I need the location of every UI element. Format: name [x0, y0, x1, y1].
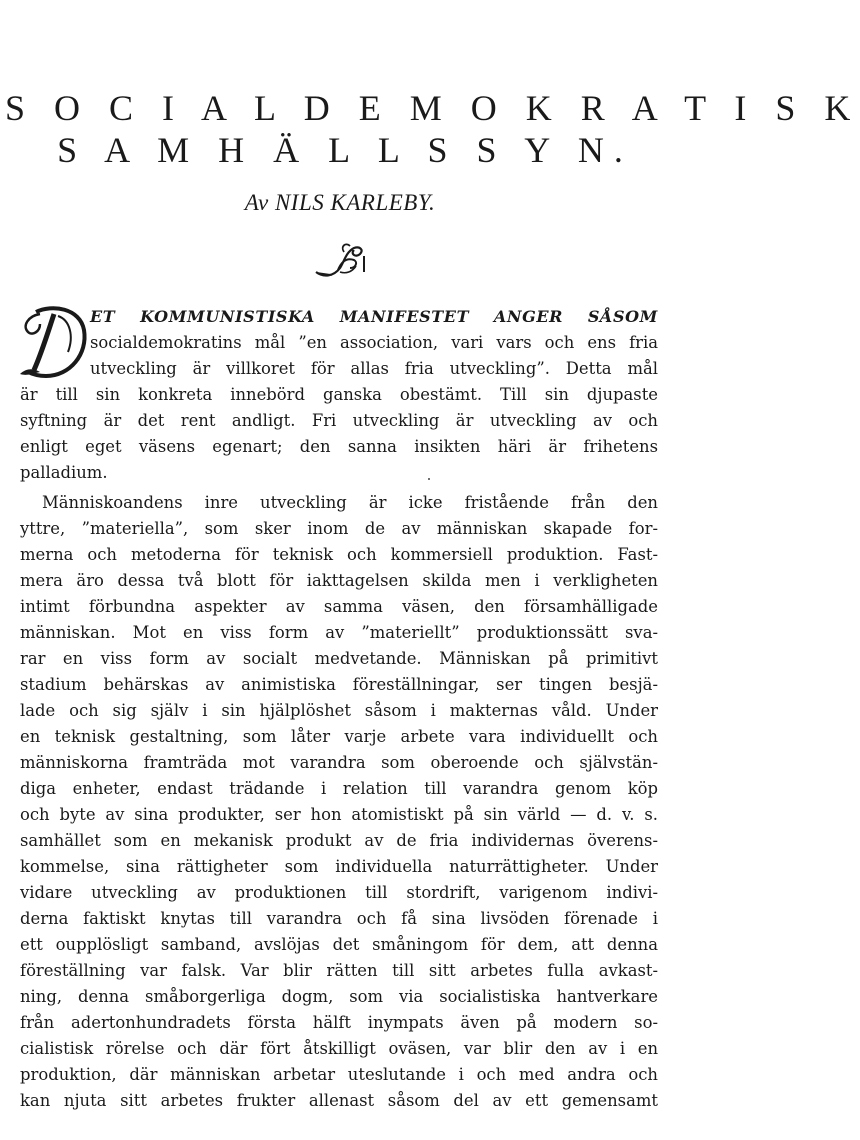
- text-line: utveckling är villkoret för allas fria utveckling”. Detta mål: [90, 359, 658, 378]
- text-line: från adertonhundradets första hälft inympats även på modern so-: [20, 1013, 658, 1032]
- text-line: palladium.: [20, 463, 108, 482]
- text-line: människan. Mot en viss form av ”materiellt” produktionssätt sva-: [20, 623, 658, 642]
- text-line: yttre, ”materiella”, som sker inom de av människan skapade for-: [20, 519, 658, 538]
- dropcap-initial: [18, 302, 90, 380]
- stray-dot: [428, 478, 430, 480]
- text-line: diga enheter, endast trädande i relation till varandra genom köp: [20, 779, 658, 798]
- text-line: socialdemokratins mål ”en association, vari vars och ens fria: [90, 333, 658, 352]
- text-line: lade och sig själv i sin hjälplöshet såsom i makternas våld. Under: [20, 701, 658, 720]
- text-line: rar en viss form av socialt medvetande. Människan på primitivt: [20, 649, 658, 668]
- text-line: samhället som en mekanisk produkt av de fria individernas överens-: [20, 831, 658, 850]
- title-line-1: S O C I A L D E M O K R A T I S K: [5, 88, 860, 128]
- text-line: och byte av sina produkter, ser hon atomistiskt på sin värld — d. v. s.: [20, 805, 658, 824]
- text-line: ET KOMMUNISTISKA MANIFESTET ANGER SÅSOM: [90, 307, 658, 326]
- text-line: syftning är det rent andligt. Fri utveckling är utveckling av och: [20, 411, 658, 430]
- text-line: är till sin konkreta innebörd ganska obestämt. Till sin djupaste: [20, 385, 658, 404]
- text-line: vidare utveckling av produktionen till stordrift, varigenom indivi-: [20, 883, 658, 902]
- text-line: stadium behärskas av animistiska föreställningar, ser tingen besjä-: [20, 675, 658, 694]
- text-line: Människoandens inre utveckling är icke fristående från den: [42, 493, 658, 512]
- text-line: kommelse, sina rättigheter som individuella naturrättigheter. Under: [20, 857, 658, 876]
- text-line: ning, denna småborgerliga dogm, som via socialistiska hantverkare: [20, 987, 658, 1006]
- byline: Av NILS KARLEBY.: [244, 190, 436, 215]
- text-line: derna faktiskt knytas till varandra och få sina livsöden förenade i: [20, 909, 658, 928]
- text-line: cialistisk rörelse och där fört åtskilligt oväsen, var blir den av i en: [20, 1039, 658, 1058]
- text-line: enligt eget väsens egenart; den sanna insikten häri är frihetens: [20, 437, 658, 456]
- text-line: merna och metoderna för teknisk och kommersiell produktion. Fast-: [20, 545, 658, 564]
- text-line: människorna framträda mot varandra som oberoende och självstän-: [20, 753, 658, 772]
- fleuron-ornament-icon: [310, 238, 370, 280]
- text-line: en teknisk gestaltning, som låter varje arbete vara individuellt och: [20, 727, 658, 746]
- text-line: intimt förbundna aspekter av samma väsen, den församhälligade: [20, 597, 658, 616]
- title-line-2: S A M H Ä L L S S Y N.: [57, 130, 633, 170]
- text-line: ett oupplösligt samband, avslöjas det småningom för dem, att denna: [20, 935, 658, 954]
- text-line: kan njuta sitt arbetes frukter allenast såsom del av ett gemensamt: [20, 1091, 658, 1110]
- text-line: föreställning var falsk. Var blir rätten till sitt arbetes fulla avkast-: [20, 961, 658, 980]
- text-line: produktion, där människan arbetar uteslutande i och med andra och: [20, 1065, 658, 1084]
- text-line: mera äro dessa två blott för iakttagelsen skilda men i verkligheten: [20, 571, 658, 590]
